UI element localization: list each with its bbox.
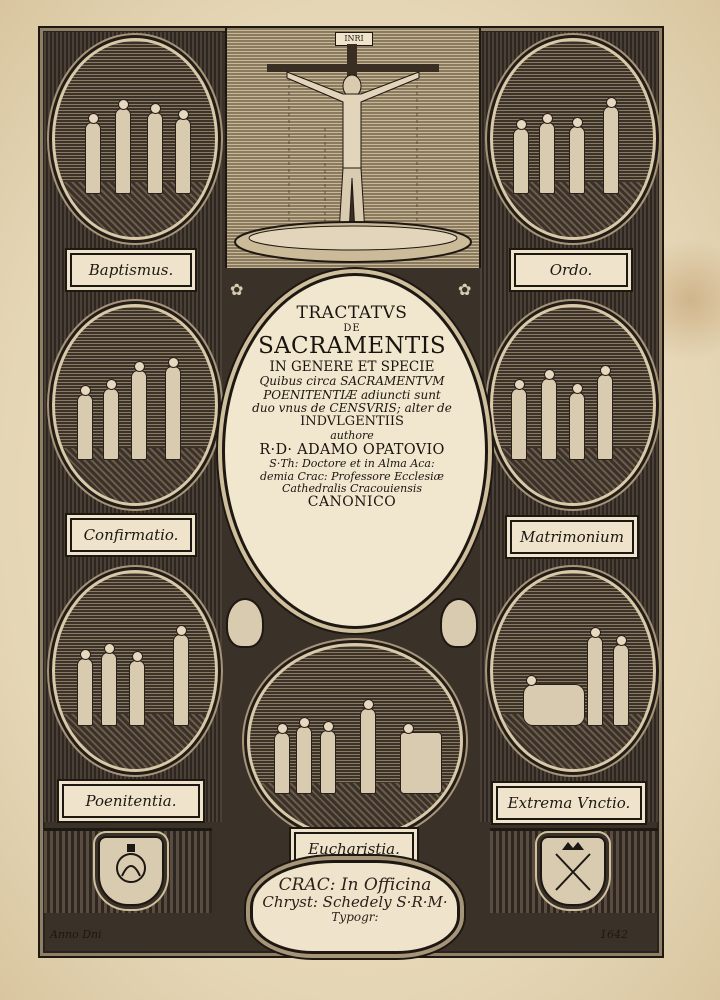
imprint-cartouche <box>250 860 460 954</box>
title-line-6: POENITENTIÆ adiuncti sunt <box>263 387 441 402</box>
title-line-2: DE <box>343 323 361 335</box>
eucharistia-medallion <box>247 643 463 839</box>
coat-of-arms-left <box>98 836 164 906</box>
title-line-5: Quibus circa SACRAMENTVM <box>259 374 445 389</box>
title-line-13: Cathedralis Cracouiensis <box>281 482 423 496</box>
crucifix-panel <box>225 28 481 268</box>
ordo-medallion <box>490 38 656 240</box>
label-baptismus: Baptismus. <box>70 253 192 287</box>
imprint-line-2: Chryst: Schedely S·R·M· <box>262 892 448 911</box>
label-poenitentia: Poenitentia. <box>62 784 200 818</box>
title-line-7: duo vnus de CENSVRIS; alter de <box>252 400 452 415</box>
crucifix-scene <box>227 28 479 268</box>
title-line-4: IN GENERE ET SPECIE <box>269 358 435 375</box>
angel-bust-right <box>440 598 478 648</box>
engraved-frame <box>38 26 664 958</box>
title-line-11: S·Th: Doctore et in Alma Aca: <box>269 457 435 471</box>
imprint-line-1: CRAC: In Officina <box>278 875 432 895</box>
title-line-1: TRACTATVS <box>296 303 408 323</box>
title-line-8: INDVLGENTIIS <box>300 414 404 430</box>
imprint-line-3: Typogr: <box>331 909 379 924</box>
label-matrimonium: Matrimonium <box>510 520 634 554</box>
label-extrema-unctio: Extrema Vnctio. <box>496 786 642 820</box>
date-year: 1642 <box>600 928 628 941</box>
coat-of-arms-right <box>540 836 606 906</box>
label-confirmatio: Confirmatio. <box>70 518 192 552</box>
baptismus-medallion <box>52 38 218 240</box>
label-ordo: Ordo. <box>514 253 628 287</box>
flower-ornament-right: ✿ <box>458 280 472 299</box>
inri-tablet: INRI <box>335 32 373 46</box>
title-line-14: CANONICO <box>307 494 397 511</box>
confirmatio-medallion <box>52 304 218 506</box>
title-block <box>236 304 468 511</box>
flower-ornament-left: ✿ <box>230 280 244 299</box>
matrimonium-medallion <box>490 304 656 506</box>
label-eucharistia: Eucharistia. <box>294 832 414 866</box>
author-name: R·D· ADAMO OPATOVIO <box>259 442 445 459</box>
extrema-unctio-medallion <box>490 570 656 772</box>
angel-bust-left <box>226 598 264 648</box>
poenitentia-medallion <box>52 570 218 772</box>
title-line-3: SACRAMENTIS <box>258 333 446 360</box>
date-anno: Anno Dni <box>50 928 102 941</box>
title-line-12: demia Crac: Professore Ecclesiæ <box>259 469 445 483</box>
title-line-9: authore <box>330 428 374 442</box>
